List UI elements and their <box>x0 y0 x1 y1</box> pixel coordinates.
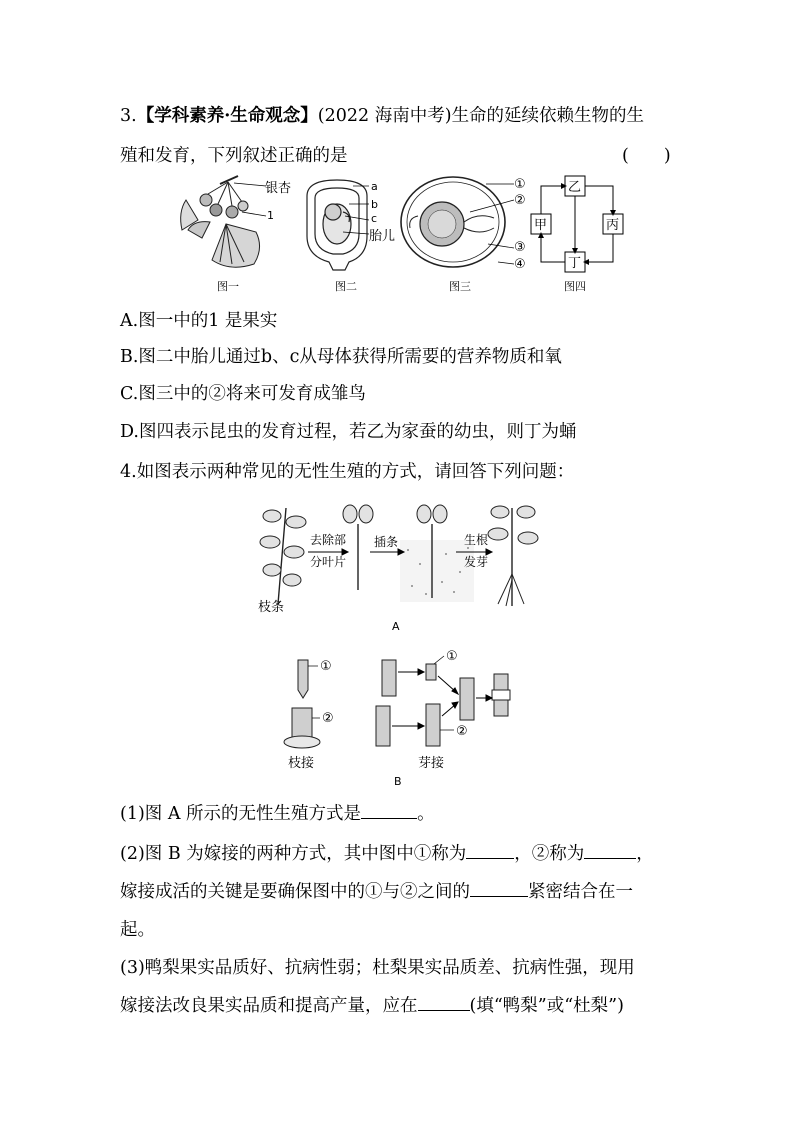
q4-sub2-line3: 起。 <box>120 920 155 940</box>
fig1-caption: 图一 <box>217 280 239 293</box>
q4-sub3-text2: (填“鸭梨”或“杜梨”) <box>469 996 624 1016</box>
q3-stem-text1: 生命的延续依赖生物的生 <box>451 106 645 126</box>
answer-blank-3[interactable] <box>584 844 636 859</box>
figa-step3-line1: 生根 <box>464 533 489 547</box>
fig3-marker-1: ① <box>514 177 526 192</box>
figure-cycle <box>527 172 633 274</box>
fig2-label-b: b <box>371 198 378 211</box>
q4-sub2-text5: 紧密结合在一 <box>528 882 633 902</box>
option-b[interactable]: B.图二中胎儿通过b、c从母体获得所需要的营养物质和氧 <box>120 347 562 367</box>
fig2-label-fetus: 胎儿 <box>369 229 396 244</box>
fig3-caption: 图三 <box>449 280 471 293</box>
fig1-label-1: 1 <box>267 209 274 222</box>
answer-blank-2[interactable] <box>466 844 514 859</box>
figure-egg <box>398 172 516 272</box>
figb-left-caption: 枝接 <box>288 756 315 771</box>
figure-grafting <box>280 650 530 750</box>
fig3-marker-3: ③ <box>514 240 526 255</box>
fig3-marker-4: ④ <box>514 257 526 272</box>
figb-marker-1-right: ① <box>446 650 458 664</box>
fig4-ding: 丁 <box>568 256 582 271</box>
figb-marker-1-left: ① <box>320 659 332 674</box>
answer-paren: ( ) <box>622 146 671 166</box>
answer-blank-1[interactable] <box>361 804 417 819</box>
q3-source: (2022 海南中考) <box>317 106 452 126</box>
figa-step2: 插条 <box>374 535 399 549</box>
q4-sub2-text2: ，②称为 <box>514 844 585 864</box>
figure-cutting <box>250 494 550 612</box>
q4-sub3-line1: (3)鸭梨果实品质好、抗病性弱；杜梨果实品质差、抗病性强，现用 <box>120 958 635 978</box>
option-c[interactable]: C.图三中的②将来可发育成雏鸟 <box>120 384 366 404</box>
q4-sub2-text4: 嫁接成活的关键是要确保图中的①与②之间的 <box>120 882 470 902</box>
fig4-caption: 图四 <box>564 280 586 293</box>
q4-sub2-line1 <box>120 842 654 866</box>
answer-blank-4[interactable] <box>470 882 528 897</box>
q3-stem-line1 <box>120 104 644 128</box>
figa-branch-label: 枝条 <box>258 600 285 615</box>
fig1-label-ginkgo: 银杏 <box>265 181 292 196</box>
q3-tag: 【学科素养·生命观念】 <box>136 106 318 126</box>
answer-blank-5[interactable] <box>418 996 470 1011</box>
figure-fetus <box>293 176 396 272</box>
figb-caption: B <box>394 775 402 788</box>
q4-stem: 4.如图表示两种常见的无性生殖的方式，请回答下列问题： <box>120 462 575 482</box>
figure-ginkgo <box>168 172 280 274</box>
figb-marker-2-right: ② <box>456 724 468 739</box>
fig2-label-c: c <box>371 212 378 225</box>
fig4-jia: 甲 <box>534 218 548 233</box>
option-a[interactable]: A.图一中的1 是果实 <box>120 311 278 331</box>
q4-sub2-line2 <box>120 880 633 904</box>
figa-caption: A <box>392 620 400 633</box>
q3-number: 3. <box>120 106 137 126</box>
q4-sub2-text3: ， <box>636 844 654 864</box>
q4-sub2-text1: (2)图 B 为嫁接的两种方式，其中图中①称为 <box>120 844 467 864</box>
figa-step1-line1: 去除部 <box>310 533 347 547</box>
fig2-label-a: a <box>371 180 378 193</box>
fig4-yi: 乙 <box>568 180 582 195</box>
q4-sub1-text: (1)图 A 所示的无性生殖方式是 <box>120 804 362 824</box>
fig4-bing: 丙 <box>606 218 620 233</box>
q4-sub1 <box>120 802 435 826</box>
figa-step1-line2: 分叶片 <box>310 555 347 569</box>
figa-step3-line2: 发芽 <box>464 555 489 569</box>
fig2-caption: 图二 <box>335 280 357 293</box>
q3-stem-line2 <box>120 144 348 168</box>
q4-sub1-end: 。 <box>417 804 435 824</box>
figb-right-caption: 芽接 <box>418 756 445 771</box>
q3-stem-text2: 殖和发育，下列叙述正确的是 <box>120 146 348 166</box>
fig3-marker-2: ② <box>514 193 526 208</box>
q4-sub3-text1: 嫁接法改良果实品质和提高产量，应在 <box>120 996 418 1016</box>
option-d[interactable]: D.图四表示昆虫的发育过程，若乙为家蚕的幼虫，则丁为蛹 <box>120 422 577 442</box>
figb-marker-2-left: ② <box>322 711 334 726</box>
q4-sub3-line2 <box>120 994 624 1018</box>
